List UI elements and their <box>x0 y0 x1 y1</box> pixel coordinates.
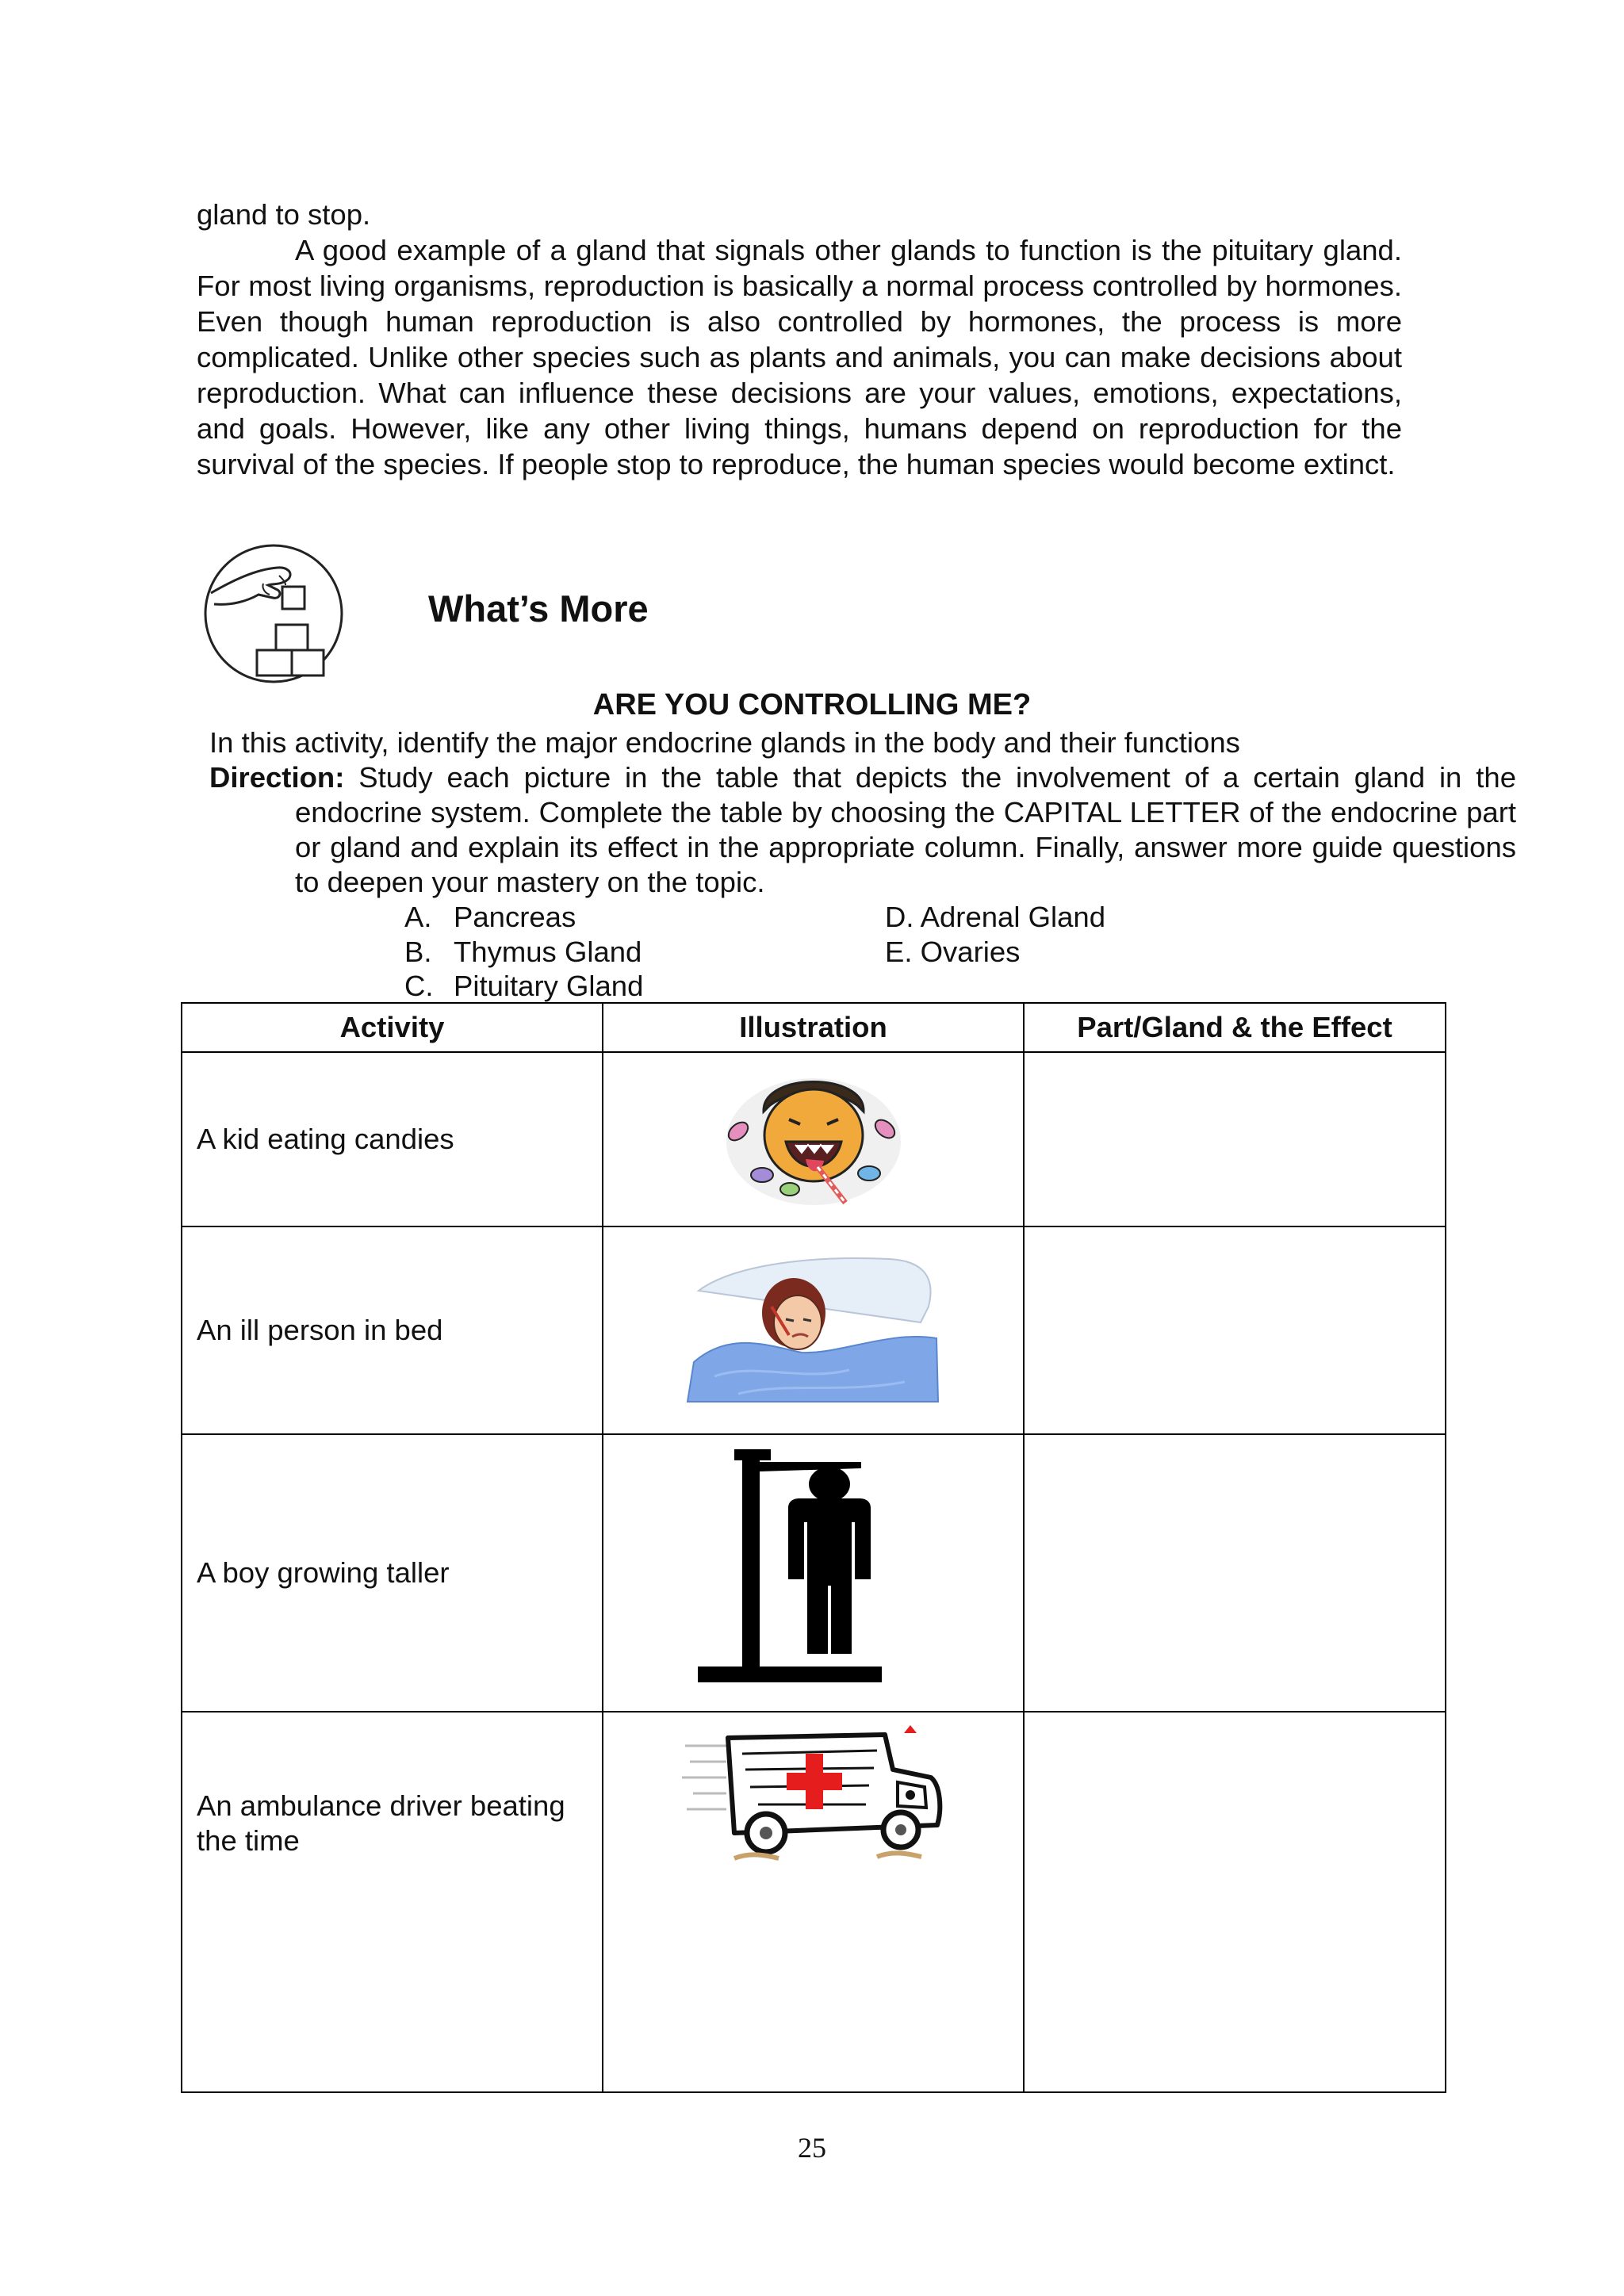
choice-a: A. Pancreas <box>404 901 576 933</box>
choice-c: C. Pituitary Gland <box>404 970 644 1002</box>
answer-cell[interactable] <box>1024 1712 1446 2092</box>
activity-cell: A boy growing taller <box>182 1434 603 1712</box>
header-illustration: Illustration <box>603 1003 1024 1052</box>
illustration-cell <box>603 1052 1024 1226</box>
activity-cell: An ambulance driver beating the time <box>182 1712 603 2092</box>
intro-paragraph: A good example of a gland that signals other glands to function is the pituitary gland. For most living organisms, reproduction is basically a normal process controlled by hormones. Even though human reproduction is also controlled by hormones, the process is more complicated. Unlike other species such as plants and animals, you can make decisions about reproduction. What can influence these decisions are your values, emotions, expectations, and goals. However, like any other living things, humans depend on reproduction for the survival of the species. If people stop to reproduce, the human species would become extinct. <box>197 234 1402 480</box>
activity-intro: In this activity, identify the major endocrine glands in the body and their functions <box>209 726 1240 759</box>
header-activity: Activity <box>182 1003 603 1052</box>
intro-line: gland to stop. <box>197 198 371 231</box>
gland-table <box>181 1002 1446 2093</box>
direction-label: Direction: <box>209 761 345 794</box>
section-title: What’s More <box>428 587 649 629</box>
page-number: 25 <box>798 2132 826 2164</box>
header-part-gland-effect: Part/Gland & the Effect <box>1024 1003 1446 1052</box>
table-row <box>182 1712 1446 2092</box>
activity-title: ARE YOU CONTROLLING ME? <box>592 688 1032 721</box>
illustration-cell <box>603 1434 1024 1712</box>
direction-body: Study each picture in the table that depicts the involvement of a certain gland in the endocrine system. Complete the table by choosing the CAPITAL LETTER of the endocrine part or gland and explain its effect in the appropriate column. Finally, answer more guide questions to deepen your mastery on the topic. <box>295 761 1516 898</box>
illustration-cell <box>603 1712 1024 2092</box>
kid-eating-candies-icon <box>707 1056 921 1215</box>
table-row <box>182 1434 1446 1712</box>
table-row <box>182 1226 1446 1434</box>
answer-cell[interactable] <box>1024 1052 1446 1226</box>
height-measurement-icon <box>695 1446 933 1692</box>
illustration-cell <box>603 1226 1024 1434</box>
table-row <box>182 1052 1446 1226</box>
activity-cell: An ill person in bed <box>182 1226 603 1434</box>
answer-cell[interactable] <box>1024 1226 1446 1434</box>
choice-b: B. Thymus Gland <box>404 936 642 968</box>
answer-cell[interactable] <box>1024 1434 1446 1712</box>
choice-d: D. Adrenal Gland <box>885 901 1105 933</box>
table-header-row <box>182 1003 1446 1052</box>
hand-stacking-blocks-icon <box>200 538 350 688</box>
activity-cell: A kid eating candies <box>182 1052 603 1226</box>
sick-person-in-bed-icon <box>683 1243 944 1410</box>
ambulance-icon <box>679 1722 948 1865</box>
choice-e: E. Ovaries <box>885 936 1021 968</box>
direction-text <box>209 760 1516 900</box>
